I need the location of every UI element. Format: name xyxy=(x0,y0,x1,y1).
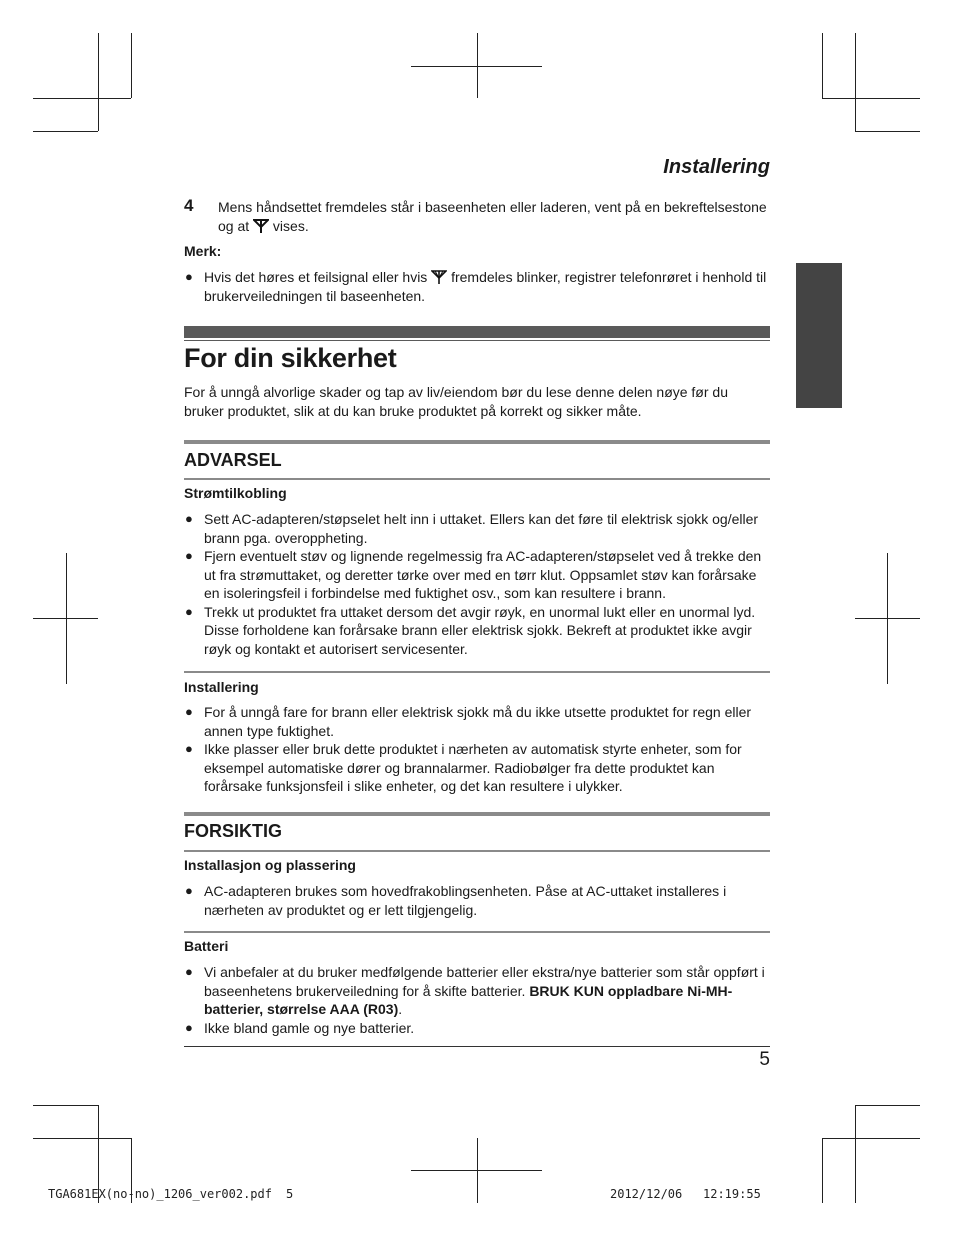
list-item: ● AC-adapteren brukes som hovedfrakoblingsenheten. Påse at AC-uttaket installeres i nærheten av produktet og er lett tilgjengelig. xyxy=(185,883,727,918)
bullet-icon: ● xyxy=(185,741,193,756)
install-list xyxy=(184,703,770,796)
list-item: ● Ikke bland gamle og nye batterier. xyxy=(185,1019,415,1036)
side-tab xyxy=(796,263,842,408)
install-heading: Installering xyxy=(184,679,259,695)
battery-list xyxy=(184,963,770,1037)
list-item: ● Trekk ut produktet fra uttaket dersom det avgir røyk, en unormal lukt eller en unormal lyd. Disse forholdene kan forårsake brann eller elektrisk sjokk. Bekreft at produktet ikke avgir røyk og kontakt et autorisert servicesenter. xyxy=(185,603,756,657)
list-item: ● Ikke plasser eller bruk dette produktet i nærheten av automatisk styrte enheter, som for eksempel automatiske dører og brannalarmer. Radiobølger fra dette produktet kan forårsake funksjonsfeil i slike enheter, og det kan resultere i ulykker. xyxy=(185,741,742,794)
battery-rule xyxy=(184,931,770,933)
section-rule xyxy=(184,340,770,341)
bullet-icon: ● xyxy=(185,964,193,979)
step-text: Mens håndsettet fremdeles står i baseenheten eller laderen, vent på en bekreftelsestone og at vises. xyxy=(218,199,767,234)
bullet-icon: ● xyxy=(185,511,193,526)
antenna-icon xyxy=(431,269,447,285)
placement-list xyxy=(184,882,770,919)
placement-heading: Installasjon og plassering xyxy=(184,857,356,873)
warning-title: ADVARSEL xyxy=(184,450,282,470)
list-item: ● Vi anbefaler at du bruker medfølgende batterier eller ekstra/nye batterier som står oppført i baseenhetens brukerveiledning for å skifte batterier. BRUK KUN oppladbare Ni-MH-batterier, størrelse AAA (R03). xyxy=(185,964,765,1017)
footer-filename: TGA681EX(no-no)_1206_ver002.pdf xyxy=(48,1187,272,1201)
caution-top-rule xyxy=(184,812,770,816)
bullet-icon: ● xyxy=(185,704,193,719)
list-item: ● Fjern eventuelt støv og lignende regelmessig fra AC-adapteren/støpselet ved å trekke den ut fra strømuttaket, og deretter tørke over med en tørr klut. Oppsamlet støv kan forårsake en isoleringsfeil i forbindelse med fuktighet osv., som kan resultere i brann. xyxy=(185,548,762,601)
bullet-icon: ● xyxy=(185,269,193,284)
bullet-icon: ● xyxy=(185,548,193,563)
warning-top-rule xyxy=(184,440,770,444)
list-item: ● Hvis det høres et feilsignal eller hvis fremdeles blinker, registrer telefonrøret i henhold til brukerveiledningen til baseenheten. xyxy=(185,269,767,304)
warning-bottom-rule xyxy=(184,478,770,480)
caution-bottom-rule xyxy=(184,850,770,852)
footer-page: 5 xyxy=(286,1187,294,1201)
antenna-icon xyxy=(253,218,269,234)
power-list xyxy=(184,510,770,658)
battery-heading: Batteri xyxy=(184,938,229,954)
page-title: For din sikkerhet xyxy=(184,343,397,373)
bullet-icon: ● xyxy=(185,883,193,898)
caution-title: FORSIKTIG xyxy=(184,821,282,841)
section-bar xyxy=(184,326,770,338)
safety-intro: For å unngå alvorlige skader og tap av liv/eiendom bør du lese denne delen nøye før du bruker produktet, slik at du kan bruke produktet på korrekt og sikker måte. xyxy=(184,384,728,419)
list-item: ● Sett AC-adapteren/støpselet helt inn i uttaket. Ellers kan det føre til elektrisk sjokk og/eller brann pga. overoppheting. xyxy=(185,511,759,546)
bullet-icon: ● xyxy=(185,1019,193,1035)
page-number: 5 xyxy=(759,1049,770,1070)
list-item: ● For å unngå fare for brann eller elektrisk sjokk må du ikke utsette produktet for regn eller annen type fuktighet. xyxy=(185,704,752,739)
step-number: 4 xyxy=(184,196,194,215)
power-heading: Strømtilkobling xyxy=(184,485,287,501)
note-list xyxy=(184,268,770,305)
footer-time: 12:19:55 xyxy=(703,1187,761,1201)
footer-rule xyxy=(184,1046,770,1047)
bullet-icon: ● xyxy=(185,603,193,619)
install-rule xyxy=(184,671,770,673)
note-label: Merk: xyxy=(184,243,222,259)
section-header-title: Installering xyxy=(663,156,770,178)
footer-date: 2012/12/06 xyxy=(610,1187,683,1201)
